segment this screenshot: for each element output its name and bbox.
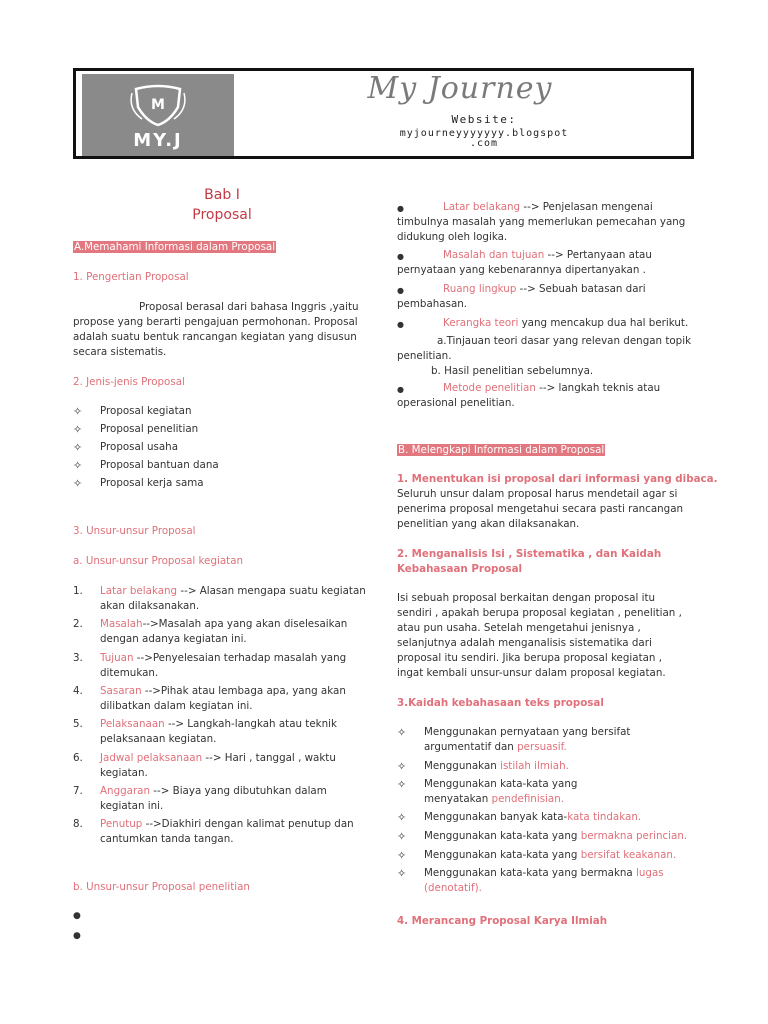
definition-line: adalah suatu bentuk rancangan kegiatan yang disusun bbox=[73, 331, 357, 343]
heading-b1: 1. Menentukan isi proposal dari informasi yang dibaca. bbox=[397, 473, 718, 485]
diamond-icon: ✧ bbox=[397, 867, 407, 880]
blog-banner bbox=[73, 68, 694, 159]
paragraph-line: penelitian yang akan dilaksanakan. bbox=[397, 518, 580, 530]
diamond-icon: ✧ bbox=[397, 726, 407, 739]
penelitian-item-line: didukung oleh logika. bbox=[397, 231, 508, 243]
website-url-line2[interactable]: .com bbox=[469, 138, 499, 149]
heading-b2: 2. Menganalisis Isi , Sistematika , dan Kaidah bbox=[397, 548, 662, 560]
diamond-icon: ✧ bbox=[397, 811, 407, 824]
definition-line: propose yang berarti pengajuan permohonan. Proposal bbox=[73, 316, 358, 328]
penelitian-item: Ruang lingkup --> Sebuah batasan dari bbox=[443, 283, 646, 295]
website-label: Website: bbox=[451, 113, 517, 126]
paragraph-line: Isi sebuah proposal berkaitan dengan proposal itu bbox=[397, 592, 656, 604]
section-a-heading: A.Memahami Informasi dalam Proposal bbox=[74, 241, 276, 253]
diamond-icon: ✧ bbox=[73, 405, 83, 418]
logo bbox=[82, 74, 234, 156]
paragraph-line: atau pun usaha. Setelah mengetahui jenisnya , bbox=[397, 622, 641, 634]
heading-jenis: 2. Jenis-jenis Proposal bbox=[73, 376, 185, 388]
logo-text: MY.J bbox=[133, 130, 183, 151]
bullet-dot: ● bbox=[397, 286, 404, 295]
penelitian-item-line: pernyataan yang kebenarannya dipertanyakan . bbox=[397, 264, 646, 276]
penelitian-item: Masalah dan tujuan --> Pertanyaan atau bbox=[443, 249, 652, 261]
bullet-dot: ● bbox=[397, 385, 404, 394]
kerangka-sub-item: b. Hasil penelitian sebelumnya. bbox=[431, 365, 594, 377]
empty-bullet: ● bbox=[73, 911, 81, 921]
heading-unsur: 3. Unsur-unsur Proposal bbox=[73, 525, 196, 537]
page-title: Proposal bbox=[192, 207, 252, 223]
empty-bullet: ● bbox=[73, 931, 81, 941]
heading-b2-cont: Kebahasaan Proposal bbox=[397, 563, 523, 575]
diamond-icon: ✧ bbox=[397, 849, 407, 862]
penelitian-item: Kerangka teori yang mencakup dua hal berikut. bbox=[443, 317, 689, 329]
penelitian-item-line: pembahasan. bbox=[397, 298, 468, 310]
paragraph-line: Seluruh unsur dalam proposal harus mendetail agar si bbox=[397, 488, 678, 500]
heading-unsur-kegiatan: a. Unsur-unsur Proposal kegiatan bbox=[73, 555, 244, 567]
heading-b3: 3.Kaidah kebahasaan teks proposal bbox=[397, 697, 604, 709]
website-url[interactable] bbox=[312, 129, 656, 149]
heading-b4: 4. Merancang Proposal Karya Ilmiah bbox=[397, 915, 608, 927]
diamond-icon: ✧ bbox=[73, 459, 83, 472]
section-b-heading: B. Melengkapi Informasi dalam Proposal bbox=[398, 444, 605, 456]
penelitian-item-line: timbulnya masalah yang memerlukan pemecahan yang bbox=[397, 216, 686, 228]
bullet-dot: ● bbox=[397, 320, 404, 329]
diamond-icon: ✧ bbox=[397, 830, 407, 843]
shield-icon bbox=[130, 83, 186, 127]
kerangka-sub-item: a.Tinjauan teori dasar yang relevan dengan topik bbox=[437, 335, 692, 347]
diamond-icon: ✧ bbox=[73, 441, 83, 454]
diamond-icon: ✧ bbox=[73, 477, 83, 490]
penelitian-item-line: operasional penelitian. bbox=[397, 397, 515, 409]
penelitian-item: Metode penelitian --> langkah teknis atau bbox=[443, 382, 661, 394]
diamond-icon: ✧ bbox=[397, 778, 407, 791]
svg-text:M: M bbox=[151, 97, 165, 113]
bullet-dot: ● bbox=[397, 204, 404, 213]
blog-title: My Journey bbox=[367, 71, 553, 106]
diamond-icon: ✧ bbox=[397, 760, 407, 773]
chapter-label: Bab I bbox=[204, 187, 240, 203]
heading-unsur-penelitian: b. Unsur-unsur Proposal penelitian bbox=[73, 881, 250, 893]
penelitian-item: Latar belakang --> Penjelasan mengenai bbox=[443, 201, 653, 213]
paragraph-line: penerima proposal mengetahui secara pasti rancangan bbox=[397, 503, 684, 515]
definition-line: Proposal berasal dari bahasa Inggris ,yaitu bbox=[139, 301, 359, 313]
kerangka-sub-item: penelitian. bbox=[397, 350, 452, 362]
diamond-icon: ✧ bbox=[73, 423, 83, 436]
paragraph-line: selanjutnya adalah menganalisis sistematika dari bbox=[397, 637, 652, 649]
website-url-line1[interactable]: myjourneyyyyyyy.blogspot bbox=[399, 128, 569, 139]
definition-line: secara sistematis. bbox=[73, 346, 167, 358]
paragraph-line: proposal itu sendiri. Jika berupa proposal kegiatan , bbox=[397, 652, 663, 664]
bullet-dot: ● bbox=[397, 252, 404, 261]
paragraph-line: sendiri , apakah berupa proposal kegiatan , penelitian , bbox=[397, 607, 682, 619]
paragraph-line: ingat kembali unsur-unsur dalam proposal kegiatan. bbox=[397, 667, 666, 679]
heading-pengertian: 1. Pengertian Proposal bbox=[73, 271, 189, 283]
